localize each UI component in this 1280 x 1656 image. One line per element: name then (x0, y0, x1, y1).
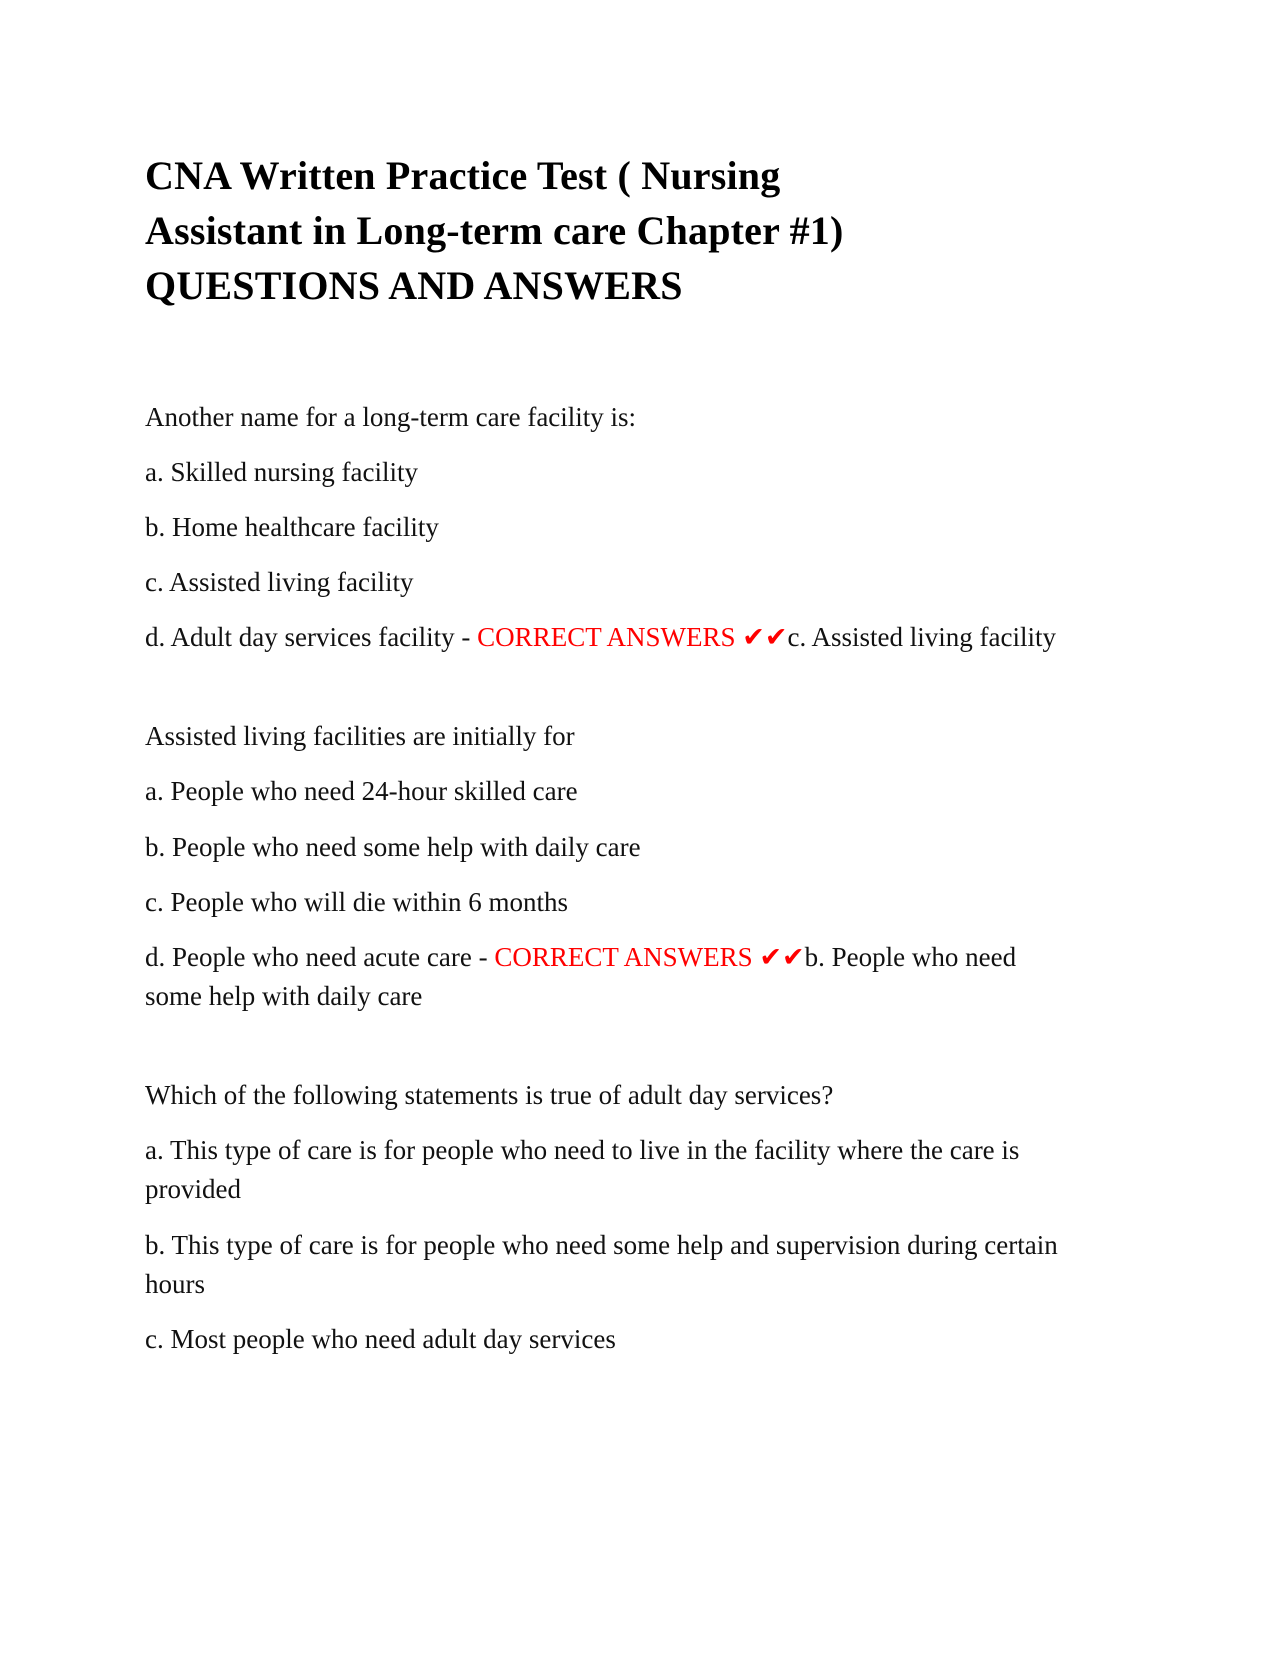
question-block-1 (145, 398, 1135, 658)
option-c: c. Most people who need adult day services (145, 1323, 616, 1354)
option-b: b. This type of care is for people who need some help and supervision during certain hours (145, 1229, 1058, 1299)
answer-line (145, 938, 1065, 1016)
checkmarks-icon: ✔✔ (735, 622, 788, 653)
correct-answers-label: CORRECT ANSWERS (477, 622, 736, 653)
title-line-1: CNA Written Practice Test ( Nursing (145, 153, 781, 198)
title-line-2: Assistant in Long-term care Chapter #1) (145, 208, 844, 254)
question-text: Assisted living facilities are initially for (145, 721, 575, 752)
option-d-prefix: d. Adult day services facility - (145, 622, 478, 653)
question-text: Another name for a long-term care facility is: (145, 401, 637, 432)
option-c: c. People who will die within 6 months (145, 886, 568, 917)
title-line-3: QUESTIONS AND ANSWERS (145, 263, 683, 309)
option-b: b. People who need some help with daily care (145, 831, 641, 862)
option-c: c. Assisted living facility (145, 566, 414, 597)
checkmarks-icon: ✔✔ (752, 941, 805, 972)
answer-text: c. Assisted living facility (787, 622, 1056, 653)
option-b: b. Home healthcare facility (145, 511, 439, 542)
option-a: a. Skilled nursing facility (145, 456, 418, 487)
answer-line (145, 618, 1065, 657)
option-a: a. This type of care is for people who need to live in the facility where the care is provided (145, 1135, 1020, 1205)
question-block-3 (145, 1076, 1135, 1359)
question-block-2 (145, 717, 1135, 1016)
document-title (145, 148, 1135, 314)
answer-text: b. People who need some help with daily care (145, 941, 1017, 1011)
option-a: a. People who need 24-hour skilled care (145, 776, 578, 807)
question-text: Which of the following statements is true of adult day services? (145, 1080, 834, 1111)
option-d-prefix: d. People who need acute care - (145, 941, 495, 972)
correct-answers-label: CORRECT ANSWERS (494, 941, 753, 972)
